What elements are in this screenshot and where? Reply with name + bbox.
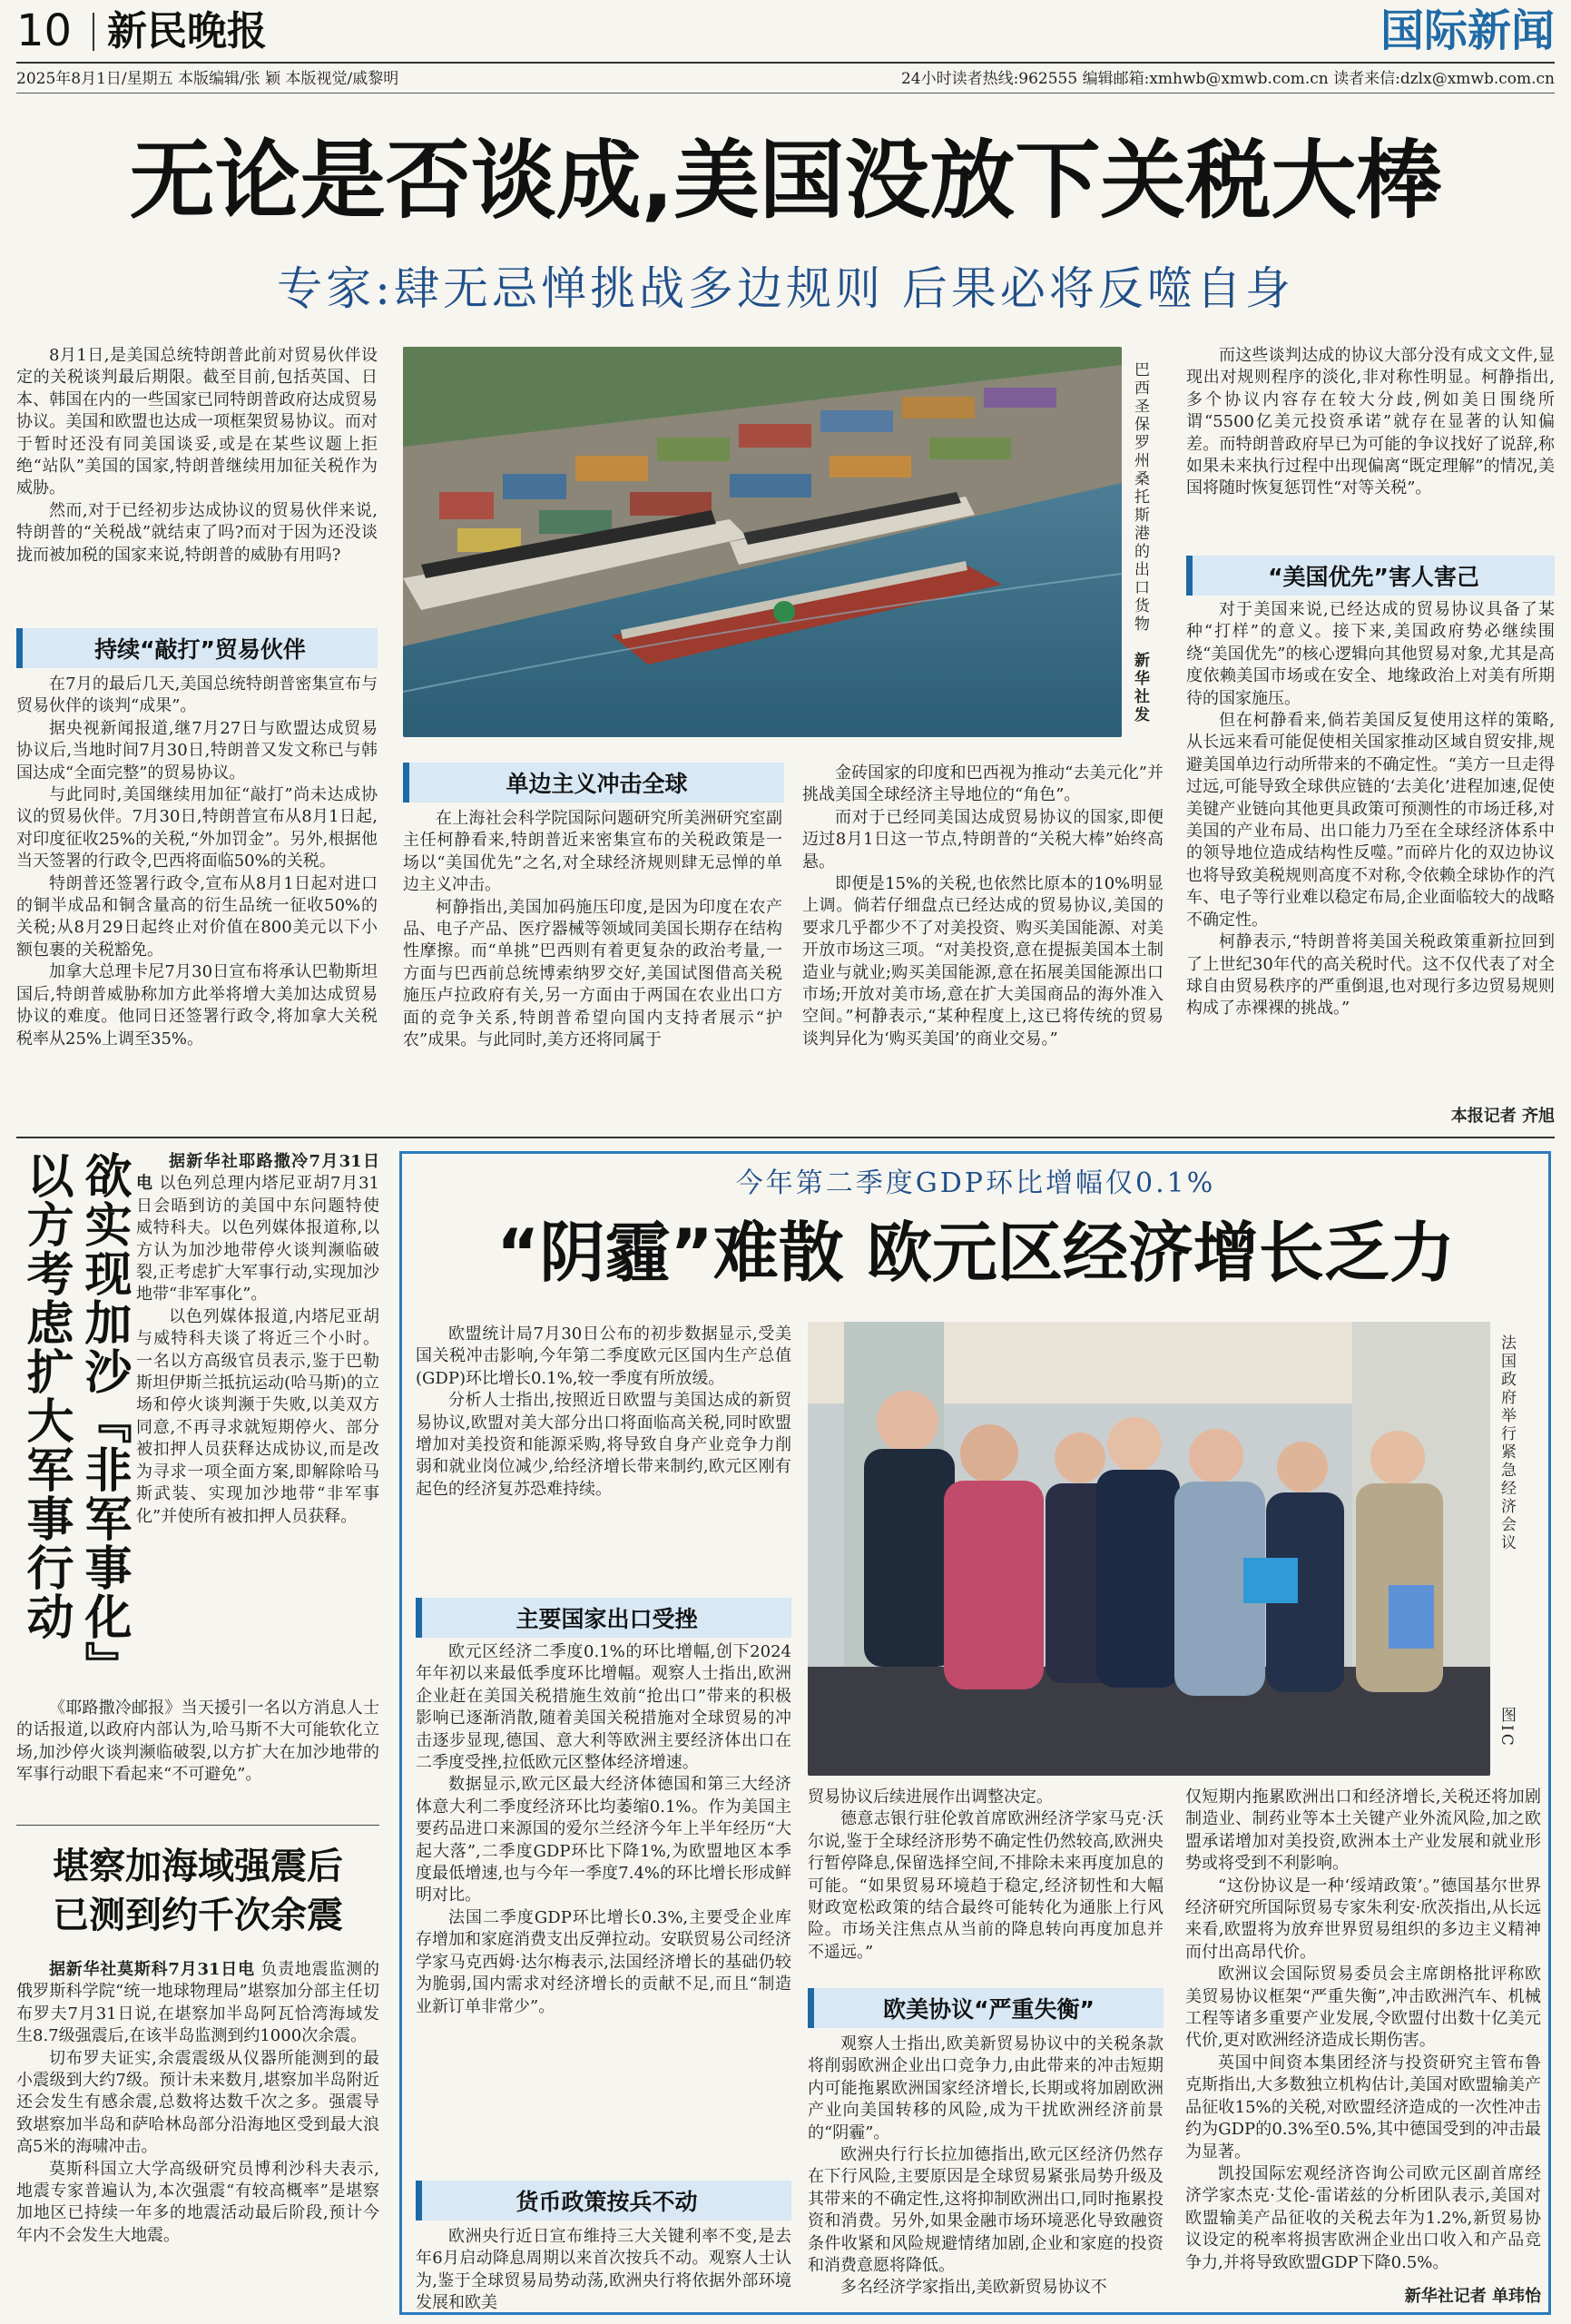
port-photo-caption: 巴西圣保罗州桑托斯港的出口货物 [1131, 361, 1149, 634]
paragraph: 多名经济学家指出,美欧新贸易协议不 [840, 2278, 1107, 2298]
meeting-photo-credit: 图IC [1497, 1707, 1516, 1748]
paragraph: 加拿大总理卡尼7月30日宣布将承认巴勒斯坦国后,特朗普威胁称加方此举将增大美加达成贸易协议的难度。他同日还签署行政令,将加拿大关税税率从25%上调至35%。 [16, 962, 378, 1049]
subheading-exports: 主要国家出口受挫 [416, 1598, 791, 1638]
eurozone-kicker: 今年第二季度GDP环比增幅仅0.1% [735, 1167, 1216, 1199]
left-divider [16, 1825, 379, 1826]
lead-col-2 [403, 808, 782, 1051]
meeting-photo [808, 1322, 1490, 1776]
paragraph: 柯静表示,“特朗普将美国关税政策重新拉回到了上世纪30年代的高关税时代。这不仅代表了对全球自由贸易秩序的严重倒退,也对现行多边贸易规则构成了赤裸裸的挑战。” [1186, 932, 1555, 1019]
paragraph: 英国中间资本集团经济与投资研究主管布鲁克斯指出,大多数独立机构估计,美国对欧盟输美产品征收15%的关税,对欧盟经济造成的一次性冲击约为GDP的0.3%至0.5%,其中德国受到的冲击最为显著。 [1185, 2053, 1541, 2162]
meeting-photo-image [808, 1322, 1490, 1776]
quake-dateline: 据新华社莫斯科7月31日电 [49, 1960, 255, 1979]
paragraph: 金砖国家的印度和巴西视为推动“去美元化”并挑战美国全球经济主导地位的“角色”。 [802, 763, 1164, 805]
paper-name: 新民晚报 [107, 8, 267, 54]
paragraph: 凯投国际宏观经济咨询公司欧元区副首席经济学家杰克·艾伦-雷诺兹的分析团队表示,美国对欧盟输美产品征收的关税去年为1.2%,新贸易协议设定的税率将损害欧洲企业出口收入和产品竞争力,并将导致欧盟GDP下降0.5%。 [1185, 2163, 1541, 2272]
paragraph: 德意志银行驻伦敦首席欧洲经济学家马克·沃尔说,鉴于全球经济形势不确定性仍然较高,欧洲央行暂停降息,保留选择空间,不排除未来再度加息的可能。“如果贸易环境趋于稳定,经济韧性和大幅财政宽松政策的结合最终可能转化为通胀上行风险。市场关注焦点从当前的降息转向再度加息并不遥远。” [808, 1809, 1164, 1962]
paragraph: 欧盟统计局7月30日公布的初步数据显示,受美国关税冲击影响,今年第二季度欧元区国内生产总值(GDP)环比增长0.1%,较一季度有所放缓。 [416, 1324, 791, 1388]
masthead [16, 5, 1555, 62]
israel-body-a [136, 1151, 379, 1528]
israel-headline-col-b: 以方考虑扩大军事行动 [18, 1151, 73, 1641]
masthead-rule-top [16, 62, 1555, 64]
paragraph: 而对于已经同美国达成贸易协议的国家,即便迈过8月1日这一节点,特朗普的“关税大棒”始终高悬。 [802, 807, 1164, 872]
eurozone-col-1b [416, 1641, 791, 2018]
eurozone-byline: 新华社记者 单玮怡 [1404, 2287, 1541, 2306]
israel-body-3: 《耶路撒冷邮报》当天援引一名以方消息人士的话报道,以政府内部认为,哈马斯不大可能软化立场,加沙停火谈判濒临破裂,以方扩大在加沙地带的军事行动眼下看起来“不可避免”。 [16, 1699, 379, 1785]
paragraph: 法国二季度GDP环比增长0.3%,主要受企业库存增加和家庭消费支出反弹拉动。安联贸易公司经济学家马克西姆·达尔梅表示,法国经济增长的基础仍较为脆弱,国内需求对经济增长的贡献不足,而且“制造业新订单非常少”。 [416, 1907, 791, 2016]
paragraph: 在7月的最后几天,美国总统特朗普密集宣布与贸易伙伴的谈判“成果”。 [16, 675, 378, 716]
paragraph: 仅短期内拖累欧洲出口和经济增长,关税还将加剧制造业、制药业等本土关键产业外流风险,加之欧盟承诺增加对美投资,欧洲本土产业发展和就业形势或将受到不利影响。 [1185, 1787, 1541, 1874]
eurozone-col-1c [416, 2226, 791, 2315]
paragraph [16, 1959, 379, 2048]
eurozone-col-2b [808, 2034, 1164, 2299]
port-photo-image [403, 347, 1122, 737]
lead-col-1 [16, 345, 378, 566]
lead-col-3 [802, 763, 1164, 1050]
israel-headline [20, 1151, 129, 1696]
lead-byline: 本报记者 齐旭 [1450, 1107, 1555, 1126]
israel-body-2: 以色列媒体报道,内塔尼亚胡与威特科夫谈了将近三个小时。一名以方高级官员表示,鉴于巴勒斯坦伊斯兰抵抗运动(哈马斯)的立场和停火谈判濒于失败,以美双方同意,不再寻求就短期停火、部分被扣押人员获释达成协议,而是改为寻求一项全面方案,即解除哈马斯武装、实现加沙地带“非军事化”并使所有被扣押人员获释。 [136, 1306, 379, 1526]
quake-headline-2: 已测到约千次余震 [53, 1895, 343, 1936]
paragraph: 然而,对于已经初步达成协议的贸易伙伴来说,特朗普的“关税战”就结束了吗?而对于因为还没谈拢而被加税的国家来说,特朗普的威胁有用吗? [16, 500, 378, 565]
paragraph: 8月1日,是美国总统特朗普此前对贸易伙伴设定的关税谈判最后期限。截至目前,包括英国、日本、韩国在内的一些国家已同特朗普政府达成贸易协议。美国和欧盟也达成一项框架贸易协议。而对于暂时还没有同美国谈妥,或是在某些议题上拒绝“站队”美国的国家,特朗普继续用加征关税作为威胁。 [16, 346, 378, 498]
date-line: 2025年8月1日/星期五 本版编辑/张 颖 本版视觉/戚黎明 [16, 70, 399, 88]
lead-col-4b [1186, 599, 1555, 1020]
subheading-america-first: “美国优先”害人害己 [1186, 556, 1555, 596]
israel-headline-col-a: 欲实现加沙『非军事化』 [76, 1151, 131, 1690]
paragraph: 与此同时,美国继续用加征“敲打”尚未达成协议的贸易伙伴。7月30日,特朗普宣布从8月1日起,对印度征收25%的关税,“外加罚金”。另外,根据他当天签署的行政令,巴西将面临50%的关税。 [16, 785, 378, 872]
paragraph: 对于美国来说,已经达成的贸易协议具备了某种“打样”的意义。接下来,美国政府势必继续围绕“美国优先”的核心逻辑向其他贸易对象,尤其是高度依赖美国市场或在安全、地缘政治上对美有所期待的国家施压。 [1186, 600, 1555, 708]
eurozone-col-3 [1185, 1787, 1541, 2274]
port-photo [403, 347, 1122, 737]
paragraph: 但在柯静看来,倘若美国反复使用这样的策略,从长远来看可能促使相关国家推动区域自贸安排,规避美国单边行动所带来的不确定性。“美方一旦走得过远,可能导致全球供应链的‘去美化’进程加速,促使美键产业链向其他更具政策可预测性的市场迁移,对美国的产业布局、出口能力乃至在全球经济体系中的领导地位造成结构性反噬。”而碎片化的双边协议也将导致美税规则高度不对称,令依赖全球协作的汽车、电子等行业难以稳定布局,企业面临较大的战略不确定性。 [1186, 711, 1555, 930]
israel-body-1: 以色列总理内塔尼亚胡7月31日会晤到访的美国中东问题特使威特科夫。以色列媒体报道称,以方认为加沙地带停火谈判濒临破裂,正考虑扩大军事行动,实现加沙地带“非军事化”。 [136, 1174, 379, 1305]
masthead-divider [93, 13, 94, 51]
eurozone-col-1 [416, 1324, 791, 1501]
paragraph: “这份协议是一种‘绥靖政策’。”德国基尔世界经济研究所国际贸易专家朱利安·欣茨指出,从长远来看,欧盟将为放弃世界贸易组织的多边主义精神而付出高昂代价。 [1185, 1876, 1541, 1962]
paragraph: 在上海社会科学院国际问题研究所美洲研究室副主任柯静看来,特朗普近来密集宣布的关税政策是一场以“美国优先”之名,对全球经济规则肆无忌惮的单边主义冲击。 [403, 809, 782, 895]
contact-line: 24小时读者热线:962555 编辑邮箱:xmhwb@xmwb.com.cn 读者来信:dzlx@xmwb.com.cn [900, 70, 1555, 88]
subheading-partners: 持续“敲打”贸易伙伴 [16, 628, 378, 668]
eurozone-headline: “阴霾”难散 欧元区经济增长乏力 [496, 1215, 1455, 1291]
quake-body [16, 1959, 379, 2247]
subheading-imbalance: 欧美协议“严重失衡” [808, 1988, 1164, 2028]
paragraph: 欧洲央行行长拉加德指出,欧元区经济仍然存在下行风险,主要原因是全球贸易紧张局势升级及其带来的不确定性,这将抑制欧洲出口,同时拖累投资和消费。另外,如果金融市场环境恶化导致融资条件收紧和风险规避情绪加剧,企业和家庭的投资和消费意愿将降低。 [808, 2145, 1164, 2276]
paragraph: 柯静指出,美国加码施压印度,是因为印度在农产品、电子产品、医疗器械等领域同美国长期存在结构性摩擦。而“单挑”巴西则有着更复杂的政治考量,一方面与巴西前总统博索纳罗交好,美国试图借高关税施压卢拉政府有关,另一方面由于两国在农业出口方面的竞争关系,特朗普希望向国内支持者展示“护农”成果。与此同时,美方还将同属于 [403, 897, 782, 1050]
quake-headline-1: 堪察加海域强震后 [53, 1846, 343, 1887]
masthead-rule-bottom [16, 93, 1555, 94]
israel-body-b [16, 1698, 379, 1787]
lead-col-4 [1186, 345, 1555, 500]
paragraph: 欧洲议会国际贸易委员会主席朗格批评称欧美贸易协议框架“严重失衡”,冲击欧洲汽车、机械工程等诸多重要产业发展,令欧盟付出数十亿美元代价,更对欧洲经济造成长期伤害。 [1185, 1965, 1541, 2051]
paragraph: 欧元区经济二季度0.1%的环比增幅,创下2024年年初以来最低季度环比增幅。观察人士指出,欧洲企业赶在美国关税措施生效前“抢出口”带来的积极影响已逐渐消散,随着美国关税措施对全球贸易的冲击逐步显现,德国、意大利等欧洲主要经济体出口在二季度受挫,拉低欧元区整体经济增速。 [416, 1642, 791, 1773]
meeting-photo-caption: 法国政府举行紧急经济会议 [1497, 1334, 1516, 1552]
quake-body-1: 负责地震监测的俄罗斯科学院“统一地球物理局”堪察加分部主任切布罗夫7月31日说,在堪察加半岛阿瓦恰湾海域发生8.7级强震后,在该半岛监测到约1000次余震。 [16, 1960, 379, 2046]
paragraph: 贸易协议后续进展作出调整决定。 [808, 1787, 1053, 1807]
paragraph: 欧洲央行近日宣布维持三大关键利率不变,是去年6月启动降息周期以来首次按兵不动。观察人士认为,鉴于全球贸易局势动荡,欧洲央行将依据外部环境发展和欧美 [416, 2227, 791, 2313]
paragraph [136, 1151, 379, 1306]
paragraph: 观察人士指出,欧美新贸易协议中的关税条款将削弱欧洲企业出口竞争力,由此带来的冲击短期内可能拖累欧洲国家经济增长,长期或将加剧欧洲产业向美国转移的风险,成为干扰欧洲经济前景的“阴霾”。 [808, 2034, 1164, 2142]
subheading-unilateralism: 单边主义冲击全球 [403, 763, 784, 803]
quake-body-3: 莫斯科国立大学高级研究员博利沙科夫表示,地震专家普遍认为,本次强震“有较高概率”是堪察加地区已持续一年多的地震活动最后阶段,预计今年内不会发生大地震。 [16, 2159, 379, 2245]
paragraph: 分析人士指出,按照近日欧盟与美国达成的新贸易协议,欧盟对美大部分出口将面临高关税,同时欧盟增加对美投资和能源采购,将导致自身产业竞争力削弱和就业岗位减少,给经济增长带来制约,欧元区刚有起色的经济复苏恐难持续。 [416, 1391, 791, 1499]
eurozone-col-2 [808, 1787, 1164, 1964]
section-title: 国际新闻 [1380, 5, 1555, 56]
section-divider [16, 1137, 1555, 1138]
lead-col-1b [16, 674, 378, 1050]
paragraph: 据央视新闻报道,继7月27日与欧盟达成贸易协议后,当地时间7月30日,特朗普又发文称已与韩国达成“全面完整”的贸易协议。 [16, 718, 378, 783]
israel-dateline: 据新华社耶路撒冷7月31日电 [136, 1152, 379, 1194]
paragraph: 数据显示,欧元区最大经济体德国和第三大经济体意大利二季度经济环比均萎缩0.1%。作为美国主要药品进口来源国的爱尔兰经济今年上半年经历“大起大落”,二季度GDP环比下降1%,为欧盟地区本季度最低增速,也与今年一季度7.4%的环比增长形成鲜明对比。 [416, 1775, 791, 1905]
lead-headline: 无论是否谈成,美国没放下关税大棒 [129, 132, 1442, 231]
page-number: 10 [16, 5, 73, 56]
quake-body-2: 切布罗夫证实,余震震级从仪器所能测到的最小震级到大约7级。预计未来数月,堪察加半岛附近还会发生有感余震,总数将达数千次之多。强震导致堪察加半岛和萨哈林岛部分沿海地区受到最大浪高5米的海啸冲击。 [16, 2048, 379, 2157]
lead-subheadline: 专家:肆无忌惮挑战多边规则 后果必将反噬自身 [277, 262, 1294, 315]
paragraph: 即便是15%的关税,也依然比原本的10%明显上调。倘若仔细盘点已经达成的贸易协议,美国的要求几乎都少不了对美投资、购买美国能源、对美开放市场这三项。“对美投资,意在提振美国本土制造业与就业;购买美国能源,意在拓展美国能源出口市场;开放对美市场,意在扩大美国商品的海外准入空间。”柯静表示,“某种程度上,这已将传统的贸易谈判异化为‘购买美国’的商业交易。” [802, 874, 1164, 1049]
paragraph: 而这些谈判达成的协议大部分没有成文文件,显现出对规则程序的淡化,非对称性明显。柯静指出,多个协议内容存在较大分歧,例如美日围绕所谓“5500亿美元投资承诺”就存在显著的认知偏差。而特朗普政府早已为可能的争议找好了说辞,称如果未来执行过程中出现偏离“既定理解”的情况,美国将随时恢复惩罚性“对等关税”。 [1186, 346, 1555, 498]
port-photo-credit: 新华社发 [1131, 652, 1149, 724]
paragraph: 特朗普还签署行政令,宣布从8月1日起对进口的铜半成品和铜含量高的衍生品统一征收50%的关税;从8月29日起终止对价值在800美元以下小额包裹的关税豁免。 [16, 873, 378, 960]
subheading-monetary: 货币政策按兵不动 [416, 2181, 791, 2221]
